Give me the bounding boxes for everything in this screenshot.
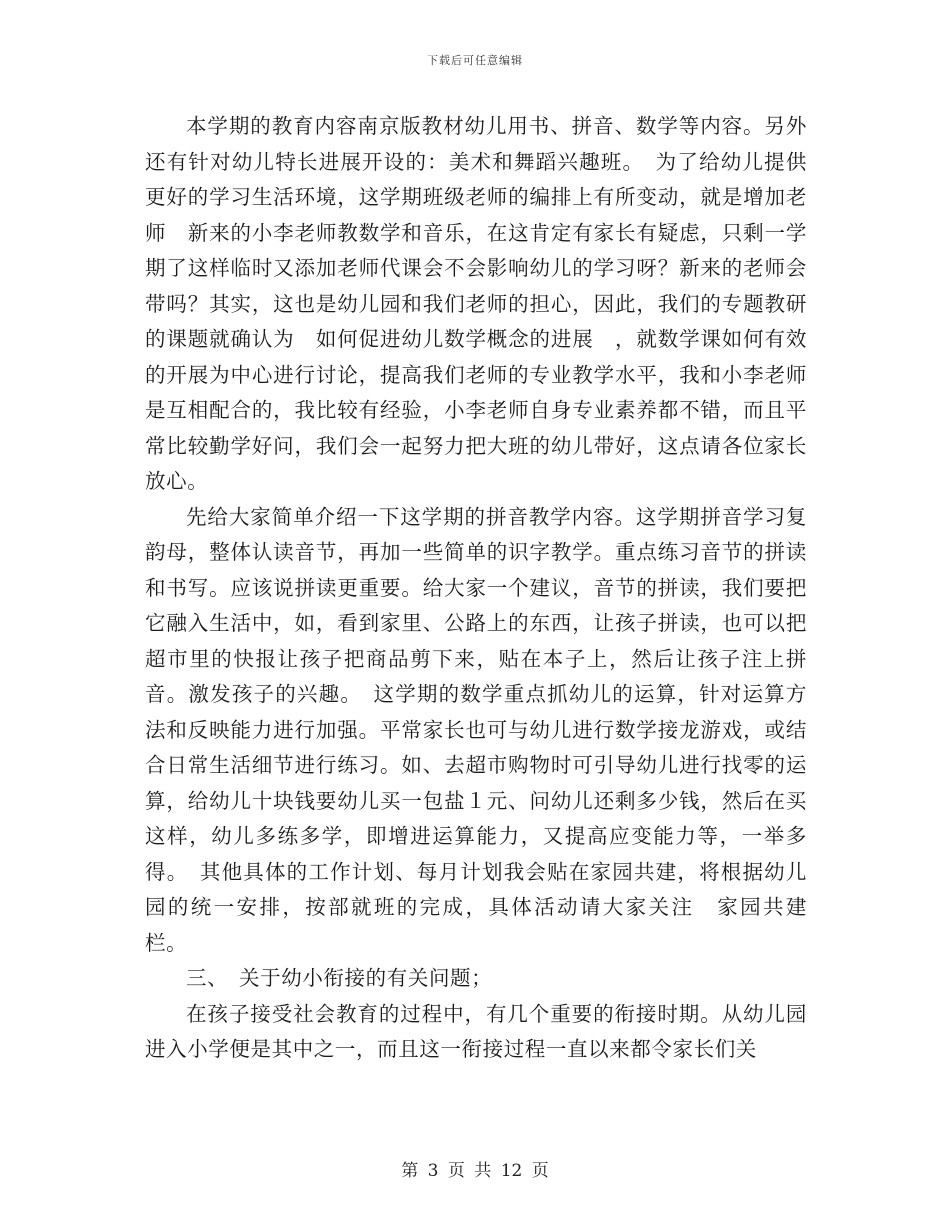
page-header: 下载后可任意编辑 [427, 54, 523, 67]
document-body [145, 109, 829, 1068]
page-number-footer: 第 3 页 共 12 页 [401, 1161, 549, 1181]
paragraph-pinyin-math: 先给大家简单介绍一下这学期的拼音教学内容。这学期拼音学习复韵母，整体认读音节，再加一些简单的识字教学。重点练习音节的拼读和书写。应该说拼读更重要。给大家一个建议，音节的拼读，我们要把它融入生活中，如，看到家里、公路上的东西，让孩子拼读，也可以把超市里的快报让孩子把商品剪下来，贴在本子上，然后让孩子注上拼音。激发孩子的兴趣。 这学期的数学重点抓幼儿的运算，针对运算方法和反映能力进行加强。平常家长也可与幼儿进行数学接龙游戏，或结合日常生活细节进行练习。如、去超市购物时可引导幼儿进行找零的运算，给幼儿十块钱要幼儿买一包盐１元、问幼儿还剩多少钱，然后在买 这样，幼儿多练多学，即增进运算能力，又提高应变能力等，一举多得。 其他具体的工作计划、每月计划我会贴在家园共建，将根据幼儿园的统一安排，按部就班的完成，具体活动请大家关注 家园共建 栏。 [145, 504, 829, 955]
section-heading-transition: 三、 关于幼小衔接的有关问题； [186, 966, 493, 990]
paragraph-intro-curriculum: 本学期的教育内容南京版教材幼儿用书、拼音、数学等内容。另外还有针对幼儿特长进展开设的：美术和舞蹈兴趣班。 为了给幼儿提供更好的学习生活环境，这学期班级老师的编排上有所变动，就是增加老师 新来的小李老师教数学和音乐，在这肯定有家长有疑虑，只剩一学期了这样临时又添加老师代课会不会影响幼儿的学习呀？新来的老师会带吗？其实，这也是幼儿园和我们老师的担心，因此，我们的专题教研的课题就确认为 如何促进幼儿数学概念的进展 ，就数学课如何有效的开展为中心进行讨论，提高我们老师的专业教学水平，我和小李老师是互相配合的，我比较有经验，小李老师自身专业素养都不错，而且平常比较勤学好问，我们会一起努力把大班的幼儿带好，这点请各位家长放心。 [145, 114, 807, 493]
paragraph-transition: 在孩子接受社会教育的过程中，有几个重要的衔接时期。从幼儿园进入小学便是其中之一，而且这一衔接过程一直以来都令家长们关 [145, 1001, 807, 1061]
